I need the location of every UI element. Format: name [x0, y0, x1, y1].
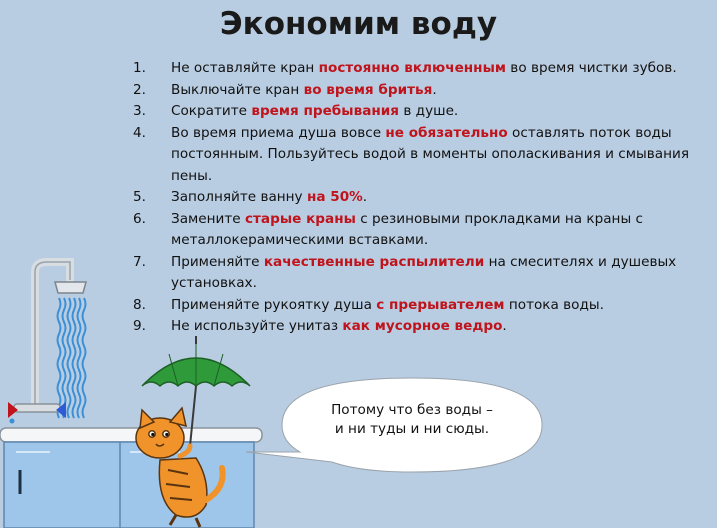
item-number: 2.	[133, 81, 146, 98]
item-number: 7.	[133, 253, 146, 270]
highlight: старые краны	[245, 210, 356, 227]
item-text: Сократите время пребывания в душе.	[171, 103, 459, 119]
item-number: 5.	[133, 189, 146, 205]
list-item	[133, 101, 713, 123]
item-number: 9.	[133, 318, 146, 334]
item-text: Заполняйте ванну на 50%.	[171, 189, 368, 205]
list-item	[133, 123, 713, 188]
bubble-line: Потому что без воды –	[331, 402, 493, 418]
list-item	[133, 187, 713, 209]
water-stream	[58, 298, 86, 418]
item-number: 1.	[133, 60, 146, 76]
highlight: на 50%	[306, 189, 363, 205]
item-text: Применяйте качественные распылители на смесителях и душевых установках.	[171, 253, 677, 291]
tips-list	[133, 58, 713, 338]
item-number: 4.	[133, 124, 146, 141]
bubble-line: и ни туды и ни сюды.	[334, 421, 490, 437]
item-number: 3.	[133, 103, 146, 119]
list-item	[133, 252, 713, 295]
page-title: Экономим воду	[219, 6, 498, 42]
item-text: Замените старые краны с резиновыми прокладками на краны с металлокерамическими вставками.	[171, 210, 643, 248]
list-item	[133, 80, 713, 102]
speech-bubble-text	[302, 401, 522, 439]
item-text: Не оставляйте кран постоянно включенным во время чистки зубов.	[171, 60, 677, 76]
list-item	[133, 316, 713, 338]
item-number: 6.	[133, 210, 146, 227]
highlight: время пребывания	[251, 103, 400, 119]
item-text: Выключайте кран во время бритья.	[171, 81, 437, 98]
item-text: Не используйте унитаз как мусорное ведро.	[171, 318, 507, 334]
highlight: постоянно включенным	[318, 60, 506, 76]
highlight: с прерывателем	[376, 296, 505, 313]
list-item	[133, 58, 713, 80]
highlight: качественные распылители	[263, 253, 485, 270]
list-item	[133, 295, 713, 317]
highlight: как мусорное ведро	[342, 318, 503, 334]
highlight: не обязательно	[385, 124, 508, 141]
item-text: Во время приема душа вовсе не обязательно оставлять поток воды постоянным. Пользуйтесь водой в моменты ополаскивания и смывания пены.	[171, 124, 689, 184]
item-number: 8.	[133, 296, 146, 313]
list-item	[133, 209, 713, 252]
item-text: Применяйте рукоятку душа с прерывателем потока воды.	[171, 296, 604, 313]
highlight: во время бритья	[303, 81, 433, 98]
